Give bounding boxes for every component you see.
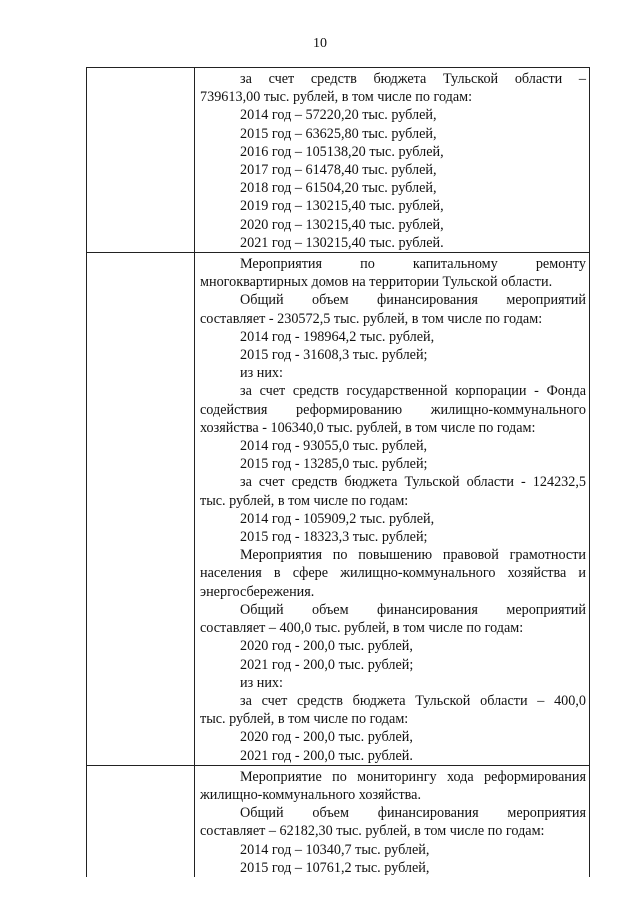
text-line: Общий объем финансирования мероприятия <box>240 805 586 822</box>
text-line: 2014 год - 105909,2 тыс. рублей, <box>240 510 435 527</box>
text-line: тыс. рублей, в том числе по годам: <box>200 711 409 728</box>
text-line: 2014 год - 93055,0 тыс. рублей, <box>240 438 428 455</box>
text-line: Общий объем финансирования мероприятий <box>240 292 586 309</box>
text-line: жилищно-коммунального хозяйства. <box>200 786 422 803</box>
text-line: из них: <box>240 365 283 382</box>
table-row <box>87 765 590 877</box>
text-line: 2017 год – 61478,40 тыс. рублей, <box>240 162 437 179</box>
table-cell-label <box>87 68 195 253</box>
table-cell-label <box>87 253 195 766</box>
text-line: энергосбережения. <box>200 583 315 600</box>
text-line: составляет - 230572,5 тыс. рублей, в том числе по годам: <box>200 310 543 327</box>
text-line: населения в сфере жилищно-коммунального хозяйства и <box>200 565 586 582</box>
text-line: 2019 год – 130215,40 тыс. рублей, <box>240 198 444 215</box>
text-line: 2020 год - 200,0 тыс. рублей, <box>240 638 413 655</box>
text-line: 2018 год – 61504,20 тыс. рублей, <box>240 180 437 197</box>
text-line: составляет – 62182,30 тыс. рублей, в том числе по годам: <box>200 823 545 840</box>
page-number: 10 <box>313 36 327 51</box>
table-cell-content <box>195 253 590 766</box>
text-line: Мероприятия по капитальному ремонту <box>240 256 586 273</box>
text-line: за счет средств государственной корпорации - Фонда <box>240 383 586 400</box>
text-line: 2020 год – 130215,40 тыс. рублей, <box>240 216 444 233</box>
text-line: за счет средств бюджета Тульской области - 124232,5 <box>240 474 586 491</box>
table-row <box>87 68 590 253</box>
text-line: Мероприятия по повышению правовой грамотности <box>240 547 586 564</box>
text-line: хозяйства - 106340,0 тыс. рублей, в том числе по годам: <box>200 419 536 436</box>
text-line: 2014 год – 10340,7 тыс. рублей, <box>240 841 430 858</box>
text-line: содействия реформированию жилищно-коммунального <box>200 401 586 418</box>
table-cell-label <box>87 765 195 877</box>
text-line: 2015 год – 10761,2 тыс. рублей, <box>240 859 430 876</box>
table-cell-content <box>195 68 590 253</box>
table-row <box>87 253 590 766</box>
text-line: 2015 год - 13285,0 тыс. рублей; <box>240 456 428 473</box>
text-line: Общий объем финансирования мероприятий <box>240 601 586 618</box>
text-line: 2021 год – 130215,40 тыс. рублей. <box>240 234 444 251</box>
text-line: Мероприятие по мониторингу хода реформирования <box>240 768 586 785</box>
text-line: 2015 год – 63625,80 тыс. рублей, <box>240 125 437 142</box>
text-line: 2020 год - 200,0 тыс. рублей, <box>240 729 413 746</box>
text-line: 2015 год - 31608,3 тыс. рублей; <box>240 347 428 364</box>
text-line: 2015 год - 18323,3 тыс. рублей; <box>240 529 428 546</box>
text-line: 2021 год - 200,0 тыс. рублей. <box>240 747 413 764</box>
text-line: за счет средств бюджета Тульской области – <box>240 71 586 87</box>
text-line: 739613,00 тыс. рублей, в том числе по годам: <box>200 89 473 106</box>
text-line: тыс. рублей, в том числе по годам: <box>200 492 409 509</box>
text-line: многоквартирных домов на территории Тульской области. <box>200 274 553 291</box>
text-line: 2014 год - 198964,2 тыс. рублей, <box>240 328 435 345</box>
text-line: 2021 год - 200,0 тыс. рублей; <box>240 656 414 673</box>
text-line: 2016 год – 105138,20 тыс. рублей, <box>240 143 444 160</box>
table-cell-content <box>195 765 590 877</box>
text-line: составляет – 400,0 тыс. рублей, в том числе по годам: <box>200 620 524 637</box>
text-line: 2014 год – 57220,20 тыс. рублей, <box>240 107 437 124</box>
financing-table <box>86 67 590 877</box>
text-line: из них: <box>240 674 283 691</box>
text-line: за счет средств бюджета Тульской области – 400,0 <box>240 692 586 709</box>
